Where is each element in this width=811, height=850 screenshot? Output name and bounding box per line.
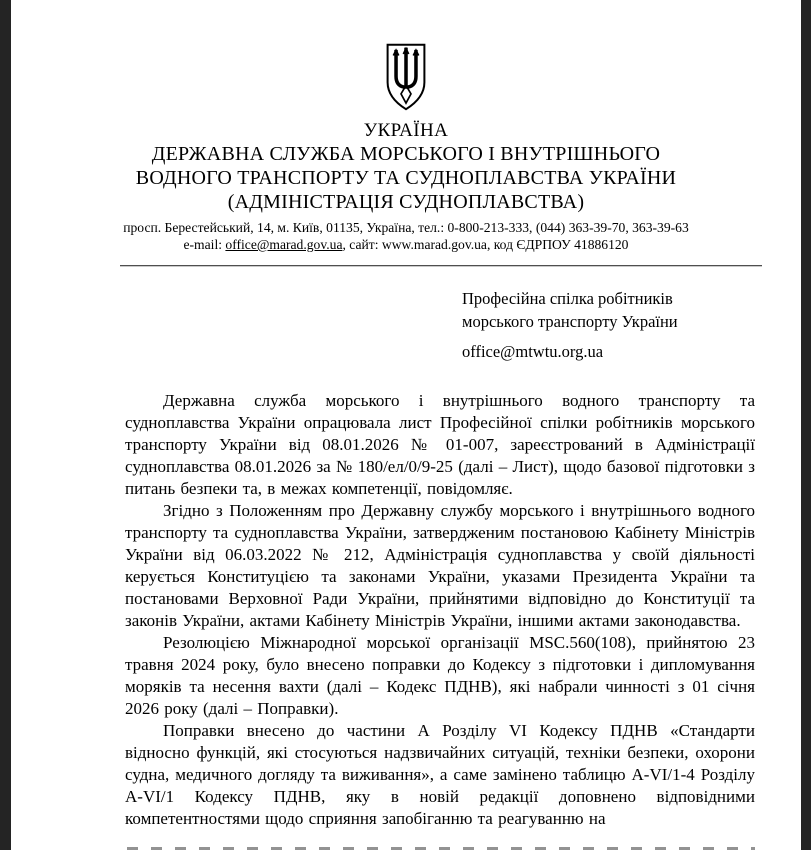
contact-block	[11, 219, 801, 253]
letter-body	[125, 390, 755, 830]
paragraph-4: Поправки внесено до частини А Розділу VI Кодексу ПДНВ «Стандарти відносно функцій, які стосуються надзвичайних ситуацій, техніки безпеки, охорони судна, медичного догляду та виживання», а саме замінено таблицю А-VI/1-4 Розділу А-VI/1 Кодексу ПДНВ, яку в новій редакції доповнено відповідними компетентностями щодо сприяння запобіганню та реагуванню на	[125, 721, 755, 828]
org-name-line-3: (АДМІНІСТРАЦІЯ СУДНОПЛАВСТВА)	[227, 191, 585, 213]
letterhead-divider-line	[120, 265, 762, 267]
right-frame-bar	[801, 0, 811, 850]
contact-site-text: , сайт: www.marad.gov.ua, код ЄДРПОУ 41886120	[342, 237, 629, 252]
paragraph-1: Державна служба морського і внутрішнього водного транспорту та судноплавства України опрацювала лист Професійної спілки робітників морського транспорту України від 08.01.2026 № 01-007, зареєстрований в Адміністрації судноплавства 08.01.2026 за № 180/ел/0/9-25 (далі – Лист), щодо базової підготовки з питань безпеки та, в межах компетенції, повідомляє.	[125, 391, 755, 498]
left-frame-bar	[0, 0, 11, 850]
country-title: УКРАЇНА	[363, 120, 449, 141]
org-name-line-2: ВОДНОГО ТРАНСПОРТУ ТА СУДНОПЛАВСТВА УКРАЇНИ	[135, 167, 677, 189]
letterhead	[11, 0, 801, 253]
paragraph-3: Резолюцією Міжнародної морської організації MSC.560(108), прийнятою 23 травня 2024 року, було внесено поправки до Кодексу з підготовки і дипломування моряків та несення вахти (далі – Кодекс ПДНВ), які набрали чинності з 01 січня 2026 року (далі – Поправки).	[125, 633, 755, 718]
recipient-block	[462, 287, 678, 363]
contact-address-line: просп. Берестейський, 14, м. Київ, 01135, Україна, тел.: 0-800-213-333, (044) 363-39-70, 363-39-63	[123, 220, 689, 235]
paragraph-2: Згідно з Положенням про Державну службу морського і внутрішнього водного транспорту та судноплавства України, затвердженим постановою Кабінету Міністрів України від 06.03.2022 № 212, Адміністрація судноплавства у своїй діяльності керується Конституцією та законами України, указами Президента України та постановами Верховної Ради України, прийнятими відповідно до Конституції та законів України, актами Кабінету Міністрів України, іншими актами законодавства.	[125, 501, 755, 630]
org-name-line-1: ДЕРЖАВНА СЛУЖБА МОРСЬКОГО І ВНУТРІШНЬОГО	[151, 143, 661, 165]
recipient-name-line-2: морського транспорту України	[462, 312, 678, 331]
contact-email-line	[11, 236, 801, 253]
ukraine-trident-emblem	[383, 42, 429, 112]
recipient-email: office@mtwtu.org.ua	[462, 342, 604, 361]
emblem-wrap	[11, 42, 801, 112]
recipient-name-line-1: Професійна спілка робітників	[462, 289, 673, 308]
email-link[interactable]: office@marad.gov.ua	[225, 237, 343, 252]
email-label: e-mail:	[183, 237, 226, 252]
